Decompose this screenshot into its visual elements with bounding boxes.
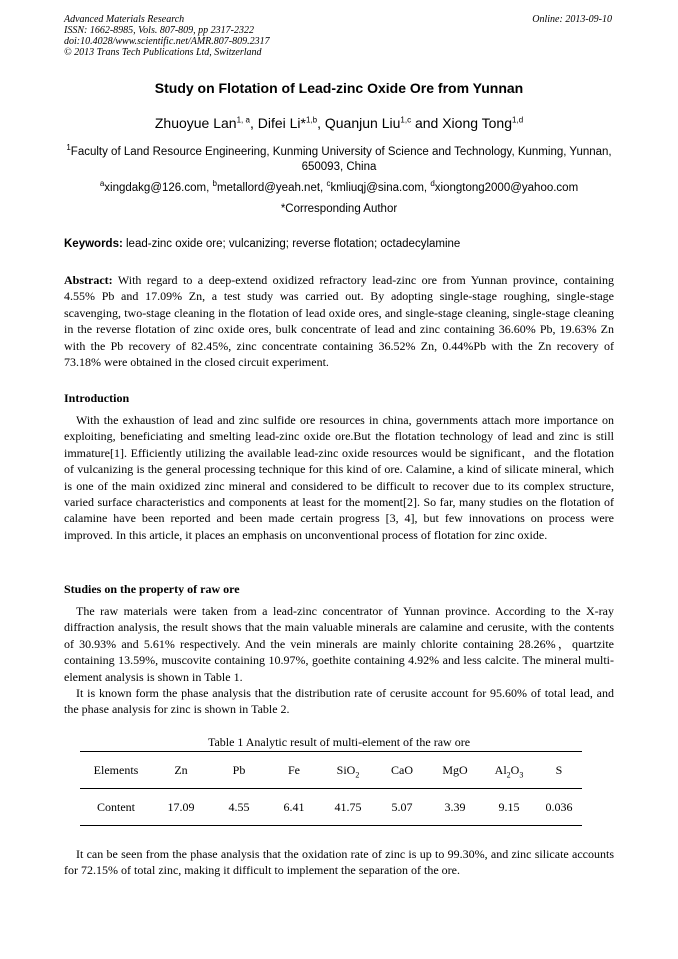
table-1 (80, 751, 582, 826)
table-cell: 9.15 (498, 799, 520, 814)
author-list: Zhuoyue Lan$^{1, a}$, Difei Li*$^{1,b}$, Quanjun Liu$^{1,c}$ and Xiong Tong$^{1,d}$ (154, 115, 524, 131)
table-header-cell: MgO (442, 762, 468, 777)
author-sup: 1,c (400, 115, 412, 125)
journal-name: Advanced Materials Research (64, 14, 185, 25)
table-header-cell: CaO (391, 762, 413, 777)
paragraph: It is known form the phase analysis that the distribution rate of cerusite account for 95.60% of total lead, and the phase analysis for zinc is shown in Table 2. (64, 686, 614, 717)
keywords-text: lead-zinc oxide ore; vulcanizing; reverse flotation; octadecylamine (126, 238, 461, 250)
closing-body (64, 846, 614, 879)
journal-header (64, 14, 270, 58)
author: Difei Li* (257, 115, 306, 131)
table-cell: Content (97, 799, 135, 814)
section-heading-studies: Studies on the property of raw ore (64, 582, 240, 596)
studies-body (64, 603, 614, 718)
copyright: © 2013 Trans Tech Publications Ltd, Switzerland (64, 47, 262, 58)
table-header-cell: SiO$_2$ (336, 762, 360, 779)
abstract (64, 272, 614, 370)
table-header-cell: $Al_2O_3$ (494, 762, 524, 779)
keywords (64, 238, 614, 250)
author-sup: 1,b (305, 115, 318, 125)
table-cell: 4.55 (228, 799, 250, 814)
abstract-text: With regard to a deep-extend oxidized refractory lead-zinc ore from Yunnan province, containing 4.55% Pb and 17.09% Zn, a test study was carried out. By adopting single-stage roughing, single-stage scavenging, two-stage cleaning in the flotation of lead oxide ores, and single-stage cleaning, single-stage cleaning in the reverse flotation of zinc oxide ores, bulk concentrate of lead and zinc containing 36.60% Pb, 19.63% Zn with the Pb recovery of 82.45%, zinc concentrate containing 36.52% Zn, 0.44%Pb with the Zn recovery of 73.18% were obtained in the closed circuit experiment. (64, 273, 614, 370)
author: Xiong Tong (442, 115, 513, 131)
email-list: $^a$xingdakg@126.com, $^b$metallord@yeah.net, $^c$kmliuqj@sina.com, $^d$xiongtong2000@yahoo.com (99, 179, 579, 194)
abstract-label: Abstract: (64, 273, 113, 287)
email-link[interactable]: xingdakg@126.com (104, 182, 207, 194)
author-sup: 1, a (236, 115, 250, 125)
author-sup: 1,d (512, 115, 524, 125)
paragraph: It can be seen from the phase analysis that the oxidation rate of zinc is up to 99.30%, and zinc silicate accounts for 72.15% of total zinc, making it difficult to implement the separation of the ore. (64, 847, 614, 878)
table-cell: 5.07 (391, 799, 413, 814)
corresponding-author-note: *Corresponding Author (280, 203, 398, 215)
paragraph: The raw materials were taken from a lead-zinc concentrator of Yunnan province. According to the X-ray diffraction analysis, the result shows that the main valuable minerals are calamine and cerusite, with the contents of 30.93% and 5.61% respectively. And the vein minerals are mainly chlorite containing 28.26%，quartzite containing 13.59%, muscovite containing 10.97%, goethite containing 4.92% and less calcite. The mineral multi-element analysis is shown in Table 1. (64, 604, 614, 684)
table-caption: Table 1 Analytic result of multi-element of the raw ore (207, 735, 471, 749)
doi: doi:10.4028/www.scientific.net/AMR.807-809.2317 (64, 36, 270, 47)
table-header-cell: Pb (232, 762, 246, 777)
paragraph: With the exhaustion of lead and zinc sulfide ore resources in china, governments attach more importance on exploiting, beneficiating and smelting lead-zinc oxide ore.But the flotation technology of lead and zinc is still immature[1]. Efficiently utilizing the available lead-zinc oxide resources would be significant，and the flotation of vulcanizing is the general processing technique for this kind of ore. Calamine, a kind of silicate mineral, which is one of the main oxidized zinc mineral and considered to be difficult to recover due to its complex structure, varied surface characteristics and components at least for the moment[2]. So far, many studies on the flotation of calamine have been reported and been made certain progress [3, 4], but few innovations on process were improved. In this article, it places an emphasis on unconventional process of flotation for zinc oxide. (64, 413, 614, 542)
table-header-cell: Zn (174, 762, 188, 777)
table-header-cell: Fe (288, 762, 300, 777)
table-cell: 3.39 (444, 799, 466, 814)
table-cell: 0.036 (545, 799, 573, 814)
table-cell: 41.75 (334, 799, 362, 814)
table-header-cell: Elements (93, 762, 139, 777)
table-header-cell: S (555, 762, 563, 777)
email-link[interactable]: kmliuqj@sina.com (330, 182, 424, 194)
online-date: Online: 2013-09-10 (532, 14, 612, 25)
issn: ISSN: 1662-8985, Vols. 807-809, pp 2317-2322 (64, 25, 254, 36)
author: Zhuoyue Lan (154, 115, 237, 131)
table-cell: 17.09 (167, 799, 195, 814)
introduction-body (64, 412, 614, 543)
table-header-row (80, 752, 582, 788)
paper-title: Study on Flotation of Lead-zinc Oxide Ore from Yunnan (154, 80, 524, 96)
email-link[interactable]: xiongtong2000@yahoo.com (434, 182, 579, 194)
email-link[interactable]: metallord@yeah.net (216, 182, 321, 194)
keywords-label: Keywords: (64, 238, 123, 250)
author: Quanjun Liu (324, 115, 401, 131)
table-cell: 6.41 (283, 799, 305, 814)
table-row (80, 789, 582, 825)
affiliation: $^1$Faculty of Land Resource Engineering, Kunming University of Science and Technology, Kunming, Yunnan, 650093, China (66, 143, 612, 173)
section-heading-introduction: Introduction (64, 391, 130, 405)
